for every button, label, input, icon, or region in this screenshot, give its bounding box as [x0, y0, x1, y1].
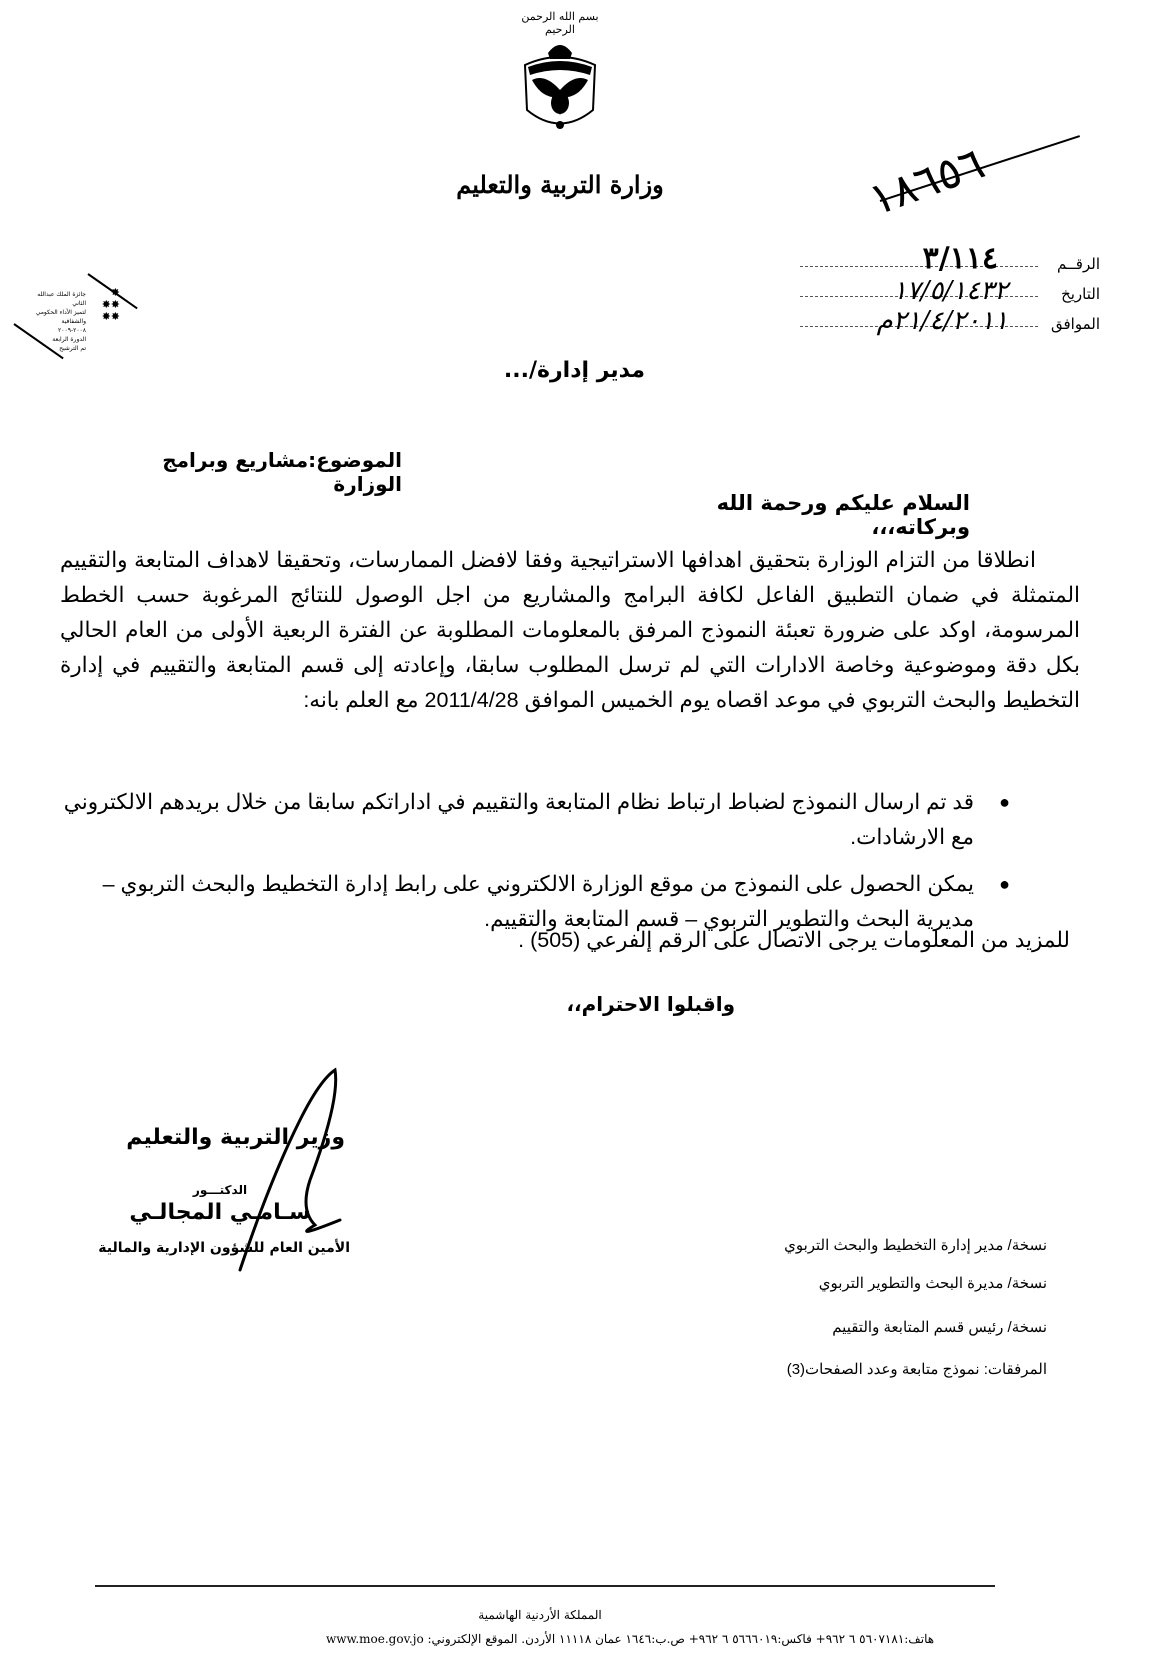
ministry-name: وزارة التربية والتعليم	[456, 170, 664, 199]
reference-gregorian-value: ٢١/٤/٢٠١١م	[876, 306, 1008, 336]
basmala: بسم الله الرحمن الرحيم	[521, 10, 599, 36]
subject-line: الموضوع:مشاريع وبرامج الوزارة	[162, 448, 402, 496]
star-icons: ✸ ✸✸ ✸✸	[101, 286, 120, 323]
reference-number-value: ٣/١١٤	[922, 241, 998, 276]
footer-divider	[95, 1585, 995, 1587]
closing: واقبلوا الاحترام،،	[566, 992, 735, 1016]
reference-date-value: ١٧/٥/١٤٣٢	[892, 276, 1008, 306]
award-stamp	[10, 265, 130, 365]
stamp-text: جائزة الملك عبدالله الثاني لتميز الأداء الحكومي والشفافية ٢٠٠٨-٢٠٠٩ الدورة الرابعة تم الترشيح	[35, 291, 86, 352]
reference-date-row	[800, 275, 1100, 306]
cc-line: نسخة/ رئيس قسم المتابعة والتقييم	[832, 1319, 1047, 1336]
handwritten-signature-icon	[190, 1060, 360, 1280]
signatory-name: سـامـي المجالـي	[129, 1200, 311, 1225]
signatory-title: وزير التربية والتعليم	[126, 1125, 345, 1150]
reference-number-label: الرقــم	[1057, 255, 1100, 273]
signatory-position: الأمين العام للشؤون الإدارية والمالية	[98, 1240, 350, 1256]
footer-contact: هاتف:٥٦٠٧١٨١ ٦ ٩٦٢+ فاكس:٥٦٦٦٠١٩ ٦ ٩٦٢+ ص.ب:١٦٤٦ عمان ١١١١٨ الأردن. الموقع الإلكتروني: www.moe.gov.jo	[325, 1632, 935, 1646]
reference-gregorian-label: الموافق	[1050, 315, 1100, 333]
addressee: مدير إدارة/...	[503, 358, 645, 383]
cc-line: نسخة/ مديرة البحث والتطوير التربوي	[818, 1275, 1047, 1292]
bullet-icon: ●	[999, 792, 1010, 812]
list-item: ● يمكن الحصول على النموذج من موقع الوزارة الالكتروني على رابط إدارة التخطيط والبحث التربوي – مديرية البحث والتطوير التربوي – قسم المتابعة والتقييم.	[60, 867, 1010, 937]
cc-line: نسخة/ مدير إدارة التخطيط والبحث التربوي	[784, 1237, 1047, 1254]
incoming-number: ١٨٦٥٦	[862, 137, 992, 226]
footer-country: المملكة الأردنية الهاشمية	[478, 1608, 602, 1622]
reference-gregorian-row	[800, 305, 1100, 336]
signatory-honorific: الدكتـــور	[192, 1183, 248, 1197]
coat-of-arms-icon	[510, 35, 610, 140]
bullet-list	[60, 785, 1010, 949]
attachments-line: المرفقات: نموذج متابعة وعدد الصفحات(3)	[786, 1361, 1047, 1378]
bullet-icon: ●	[999, 874, 1010, 894]
body-paragraph: انطلاقا من التزام الوزارة بتحقيق اهدافها الاستراتيجية وفقا لافضل الممارسات، وتحقيقا لاهداف المتابعة والتقييم المتمثلة في ضمان التطبيق الفاعل لكافة البرامج والمشاريع من اجل الوصول للنتائج المرغوبة حسب الخطط المرسومة، اوكد على ضرورة تعبئة النموذج المرفق بالمعلومات المطلوبة عن الفترة الربعية الأولى من العام الحالي بكل دقة وموضوعية وخاصة الادارات التي لم ترسل المطلوب سابقا، وإعادته إلى قسم المتابعة والتقييم في إدارة التخطيط والبحث التربوي في موعد اقصاه يوم الخميس الموافق 2011/4/28 مع العلم بانه:	[60, 548, 1080, 712]
reference-number-row	[800, 241, 1100, 276]
reference-date-label: التاريخ	[1061, 285, 1100, 303]
list-item: ● قد تم ارسال النموذج لضباط ارتباط نظام المتابعة والتقييم في اداراتكم سابقا من خلال بريدهم الالكتروني مع الارشادات.	[60, 785, 1010, 855]
contact-line: للمزيد من المعلومات يرجى الاتصال على الرقم إلفرعي (505) .	[518, 928, 1070, 952]
greeting: السلام عليكم ورحمة الله وبركاته،،،	[716, 491, 970, 539]
